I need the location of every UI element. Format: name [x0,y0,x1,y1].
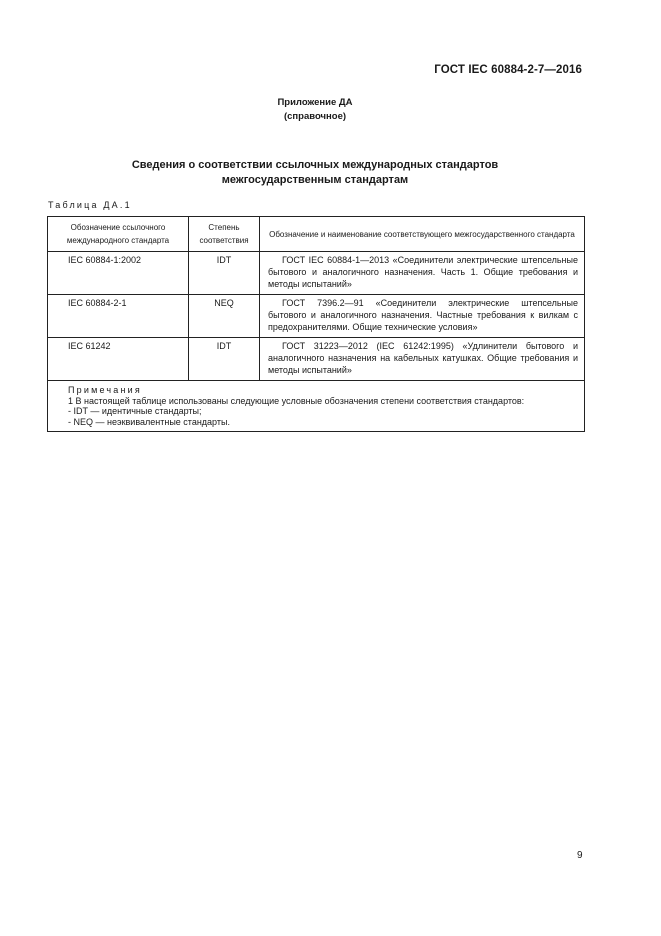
table-row [48,252,585,295]
cell-code: IEC 60884-1:2002 [48,252,189,295]
table-caption: Таблица ДА.1 [48,200,132,210]
header-interstate-standard: Обозначение и наименование соответствующего межгосударственного стандарта [260,217,585,252]
cell-description [260,252,585,295]
table-note-row [48,381,585,432]
table-note [48,381,585,432]
cell-description [260,295,585,338]
cell-degree: IDT [189,338,260,381]
table-row [48,295,585,338]
correspondence-table [47,216,585,432]
header-international-standard: Обозначение ссылочного международного стандарта [48,217,189,252]
section-title [0,158,630,188]
cell-degree: NEQ [189,295,260,338]
note-line-2: - IDT — идентичные стандарты; [68,406,202,416]
appendix-heading [0,96,630,124]
document-code: ГОСТ IEC 60884-2-7—2016 [434,64,582,76]
description-text: ГОСТ IEC 60884-1—2013 «Соединители электрические штепсельные бытового и аналогичного назначения. Часть 1. Общие требования и методы испытаний» [268,255,578,289]
section-title-line-1: Сведения о соответствии ссылочных международных стандартов [131,159,499,171]
appendix-subtitle: (справочное) [283,111,347,122]
table-row [48,338,585,381]
appendix-title: Приложение ДА [277,97,353,108]
table-header-row [48,217,585,252]
description-text: ГОСТ 31223—2012 (IEC 61242:1995) «Удлинители бытового и аналогичного назначения на кабельных катушках. Общие требования и методы испытаний» [268,341,578,375]
section-title-line-2: межгосударственным стандартам [221,174,409,186]
page-number: 9 [577,850,583,861]
note-line-1: 1 В настоящей таблице использованы следующие условные обозначения степени соответствия стандартов: [68,395,525,406]
cell-code: IEC 60884-2-1 [48,295,189,338]
description-text: ГОСТ 7396.2—91 «Соединители электрические штепсельные бытового и аналогичного назначения. Частные требования к вилкам с предохранителями. Общие технические условия» [268,298,578,332]
note-heading: Примечания [68,385,142,395]
header-degree: Степень соответствия [189,217,260,252]
cell-description [260,338,585,381]
note-line-3: - NEQ — неэквивалентные стандарты. [68,416,230,427]
cell-code: IEC 61242 [48,338,189,381]
cell-degree: IDT [189,252,260,295]
